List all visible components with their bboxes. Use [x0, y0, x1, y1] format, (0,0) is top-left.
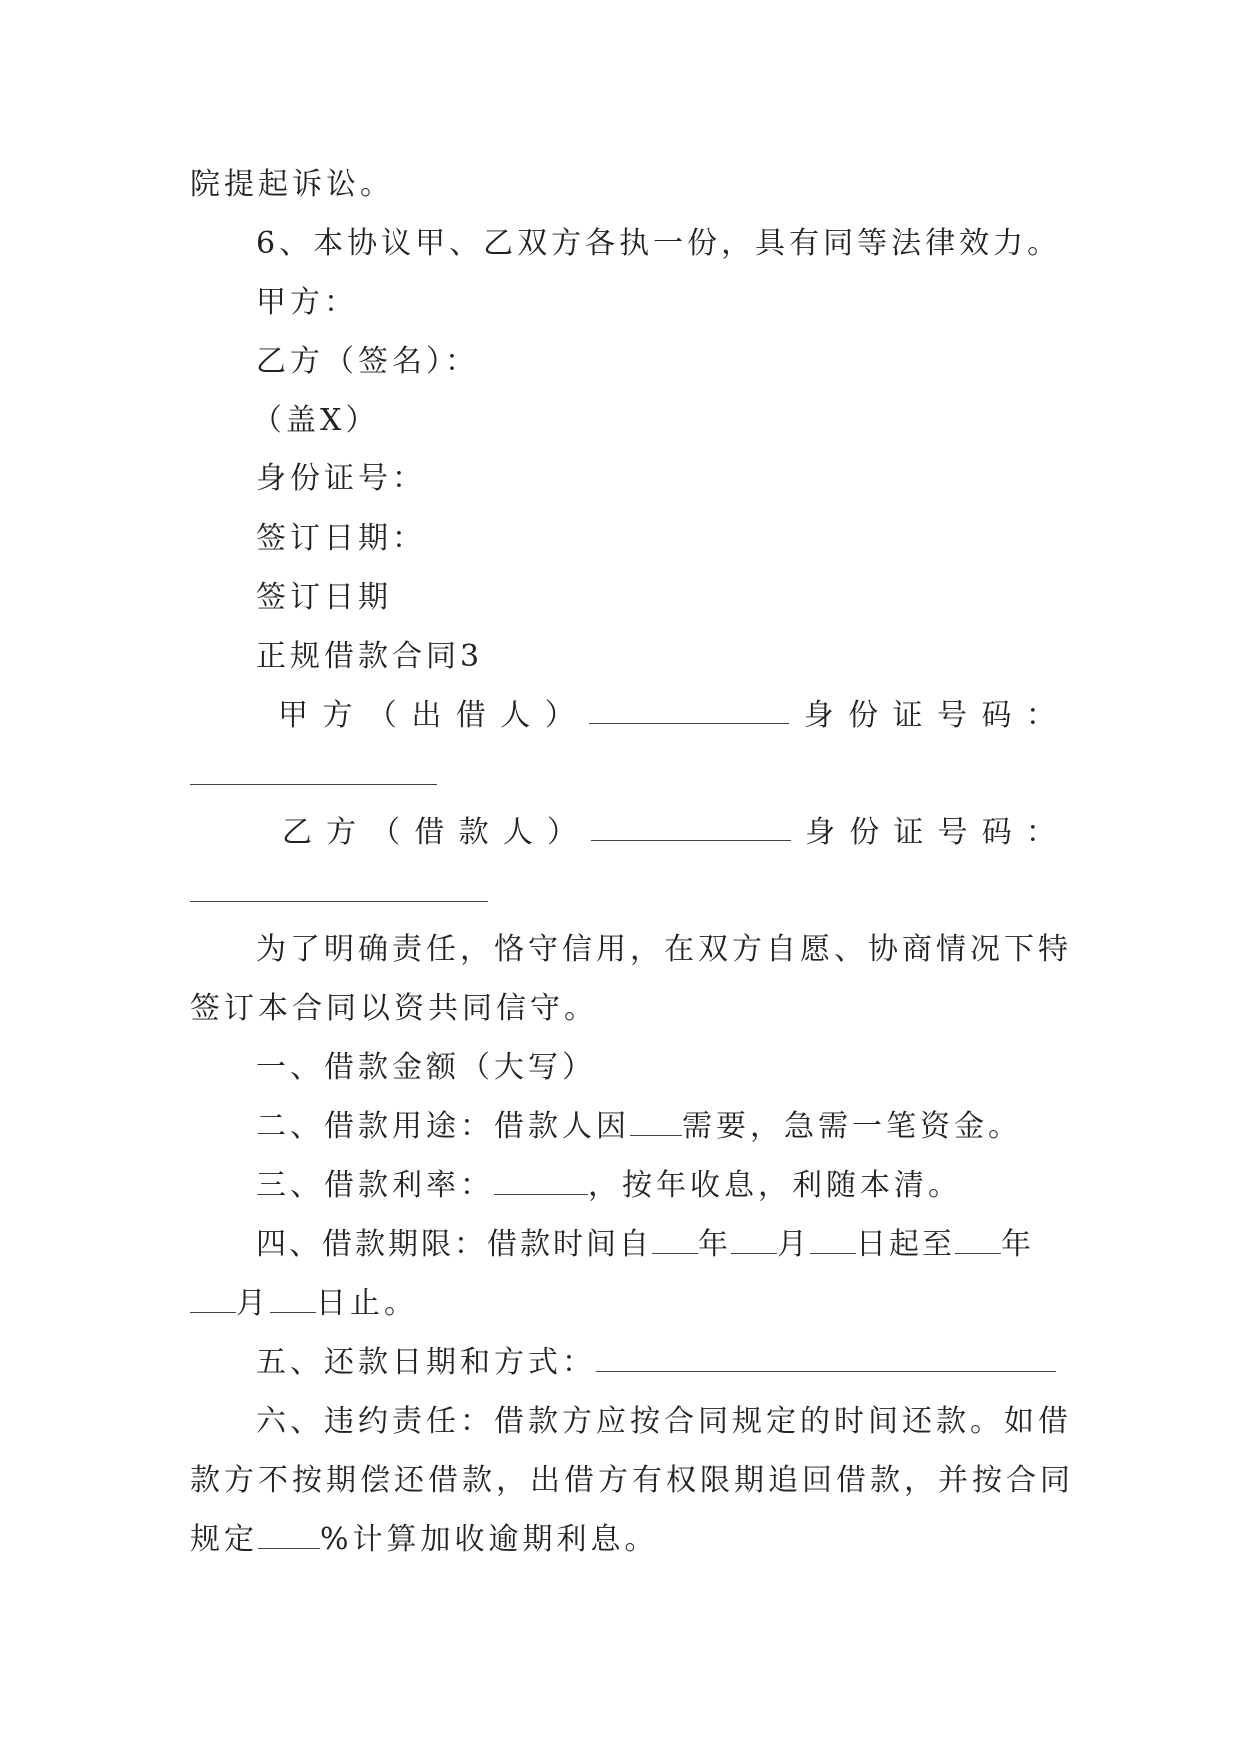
clause-amount: 一、借款金额（大写） [256, 1050, 596, 1085]
party-b-name-blank [591, 812, 791, 841]
id-label-char: 身 [805, 815, 836, 850]
id-label-char: ： [1025, 698, 1056, 733]
party-b-char: ） [546, 815, 577, 850]
id-label-char: 证 [892, 698, 923, 733]
fill-blank [810, 1225, 856, 1254]
id-label-char: 码 [981, 815, 1012, 850]
fill-blank [596, 1343, 1056, 1372]
clause-repayment [256, 1342, 1056, 1384]
clause-text: 规定 [190, 1522, 258, 1557]
fill-blank [270, 1284, 316, 1313]
clause-text: 年 [1001, 1227, 1034, 1262]
party-a-id-blank [190, 784, 437, 785]
fill-blank [190, 1284, 236, 1313]
party-b-line [282, 812, 1056, 854]
party-a-char: 借 [455, 698, 486, 733]
text-line: 院提起诉讼。 [190, 167, 394, 202]
party-b-char: 款 [458, 815, 489, 850]
party-b-char: 乙 [282, 815, 312, 850]
clause-text: 月 [236, 1286, 270, 1321]
party-b-char: 借 [414, 815, 445, 850]
party-b-char: 人 [502, 815, 533, 850]
clause-text: 年 [698, 1227, 731, 1262]
text-line: 款方不按期偿还借款，出借方有权限期追回借款，并按合同 [190, 1463, 1074, 1498]
clause-term [256, 1224, 1056, 1266]
clause-text: 五、还款日期和方式： [256, 1345, 596, 1380]
clause-text: 日起至 [856, 1227, 955, 1262]
id-label-char: 份 [848, 698, 879, 733]
sign-date-label: 签订日期 [256, 580, 392, 615]
party-a-char: ） [544, 698, 575, 733]
party-a-char: 人 [500, 698, 531, 733]
signature-party-b-label: 乙方（签名）： [256, 344, 479, 379]
clause-text: 三、借款利率： [256, 1168, 494, 1203]
id-label-char: 份 [849, 815, 880, 850]
fill-blank [652, 1225, 698, 1254]
party-a-char: 方 [322, 698, 353, 733]
text-line: 为了明确责任，恪守信用，在双方自愿、协商情况下特 [256, 932, 1072, 967]
clause-rate [256, 1165, 1056, 1207]
party-a-char: 出 [411, 698, 442, 733]
clause-text: 二、借款用途：借款人因 [256, 1109, 630, 1144]
party-a-char: （ [366, 698, 397, 733]
clause-text: ，按年收息，利随本清。 [588, 1168, 962, 1203]
clause-penalty [190, 1519, 1056, 1561]
clause-text: 需要，急需一笔资金。 [682, 1109, 1022, 1144]
clause-liability: 六、违约责任：借款方应按合同规定的时间还款。如借 [256, 1404, 1072, 1439]
fill-blank [630, 1107, 682, 1136]
id-label-char: 证 [893, 815, 924, 850]
clause-text: 日止。 [316, 1286, 418, 1321]
party-a-name-blank [589, 695, 789, 724]
contract-title: 正规借款合同3 [256, 639, 484, 674]
fill-blank [494, 1166, 588, 1195]
id-label-char: 码 [981, 698, 1012, 733]
party-b-id-blank [190, 901, 488, 902]
clause-text: 月 [777, 1227, 810, 1262]
fill-blank [955, 1225, 1001, 1254]
id-label-char: 号 [936, 698, 967, 733]
id-number-label: 身份证号： [256, 461, 426, 496]
clause-text: 四、借款期限：借款时间自 [256, 1227, 652, 1262]
party-b-char: 方 [326, 815, 357, 850]
seal-label: （盖X） [252, 403, 380, 438]
fill-blank [731, 1225, 777, 1254]
signature-party-a-label: 甲方： [256, 285, 358, 320]
party-b-char: （ [370, 815, 401, 850]
id-label-char: 身 [803, 698, 834, 733]
clause-purpose [256, 1106, 1056, 1148]
text-line: 签订本合同以资共同信守。 [190, 991, 598, 1026]
party-a-char: 甲 [278, 698, 308, 733]
party-a-line [278, 695, 1056, 737]
fill-blank [258, 1520, 320, 1549]
sign-date-label: 签订日期： [256, 521, 426, 556]
id-label-char: ： [1025, 815, 1056, 850]
clause-text: %计算加收逾期利息。 [320, 1522, 659, 1557]
clause-term-continued [190, 1283, 1056, 1325]
id-label-char: 号 [937, 815, 968, 850]
text-line: 6、本协议甲、乙双方各执一份，具有同等法律效力。 [256, 226, 1062, 261]
